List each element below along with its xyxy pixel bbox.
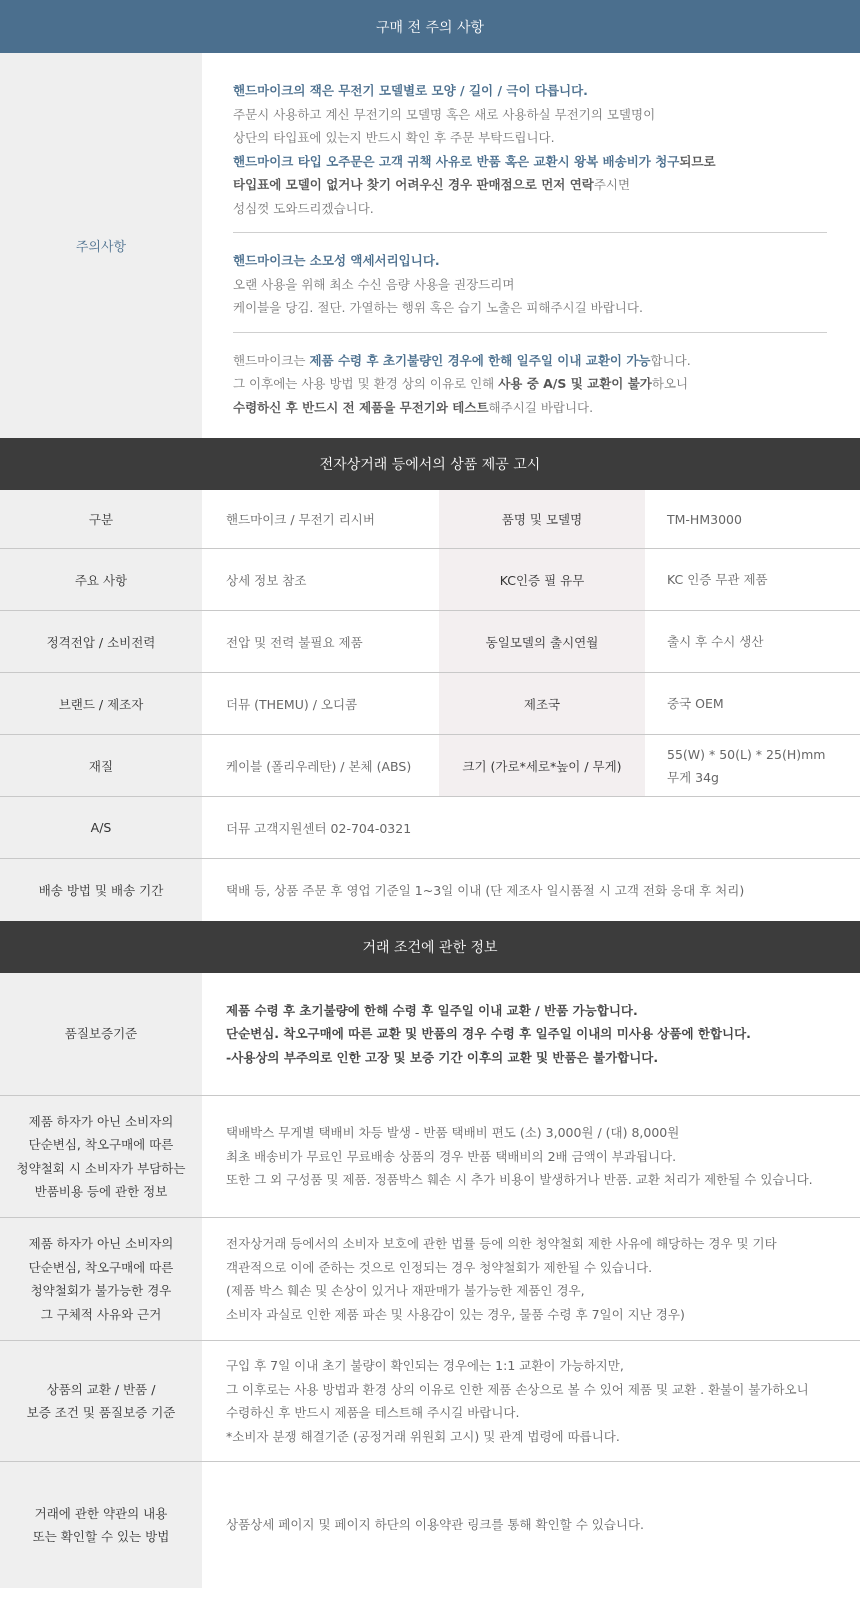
caution-line [233,372,827,396]
info-value-line: TM-HM3000 [667,511,742,527]
caution-text: 성심껏 도와드리겠습니다. [233,200,374,216]
trade-row-heading [0,1341,202,1461]
info-row-value [645,673,860,734]
info-row-value [645,549,860,610]
trade-row-value [202,973,860,1095]
trade-value-line: 전자상거래 등에서의 소비자 보호에 관한 법률 등에 의한 청약철회 제한 사유에 해당하는 경우 및 기타 [226,1236,777,1251]
caution-label-text: 주의사항 [75,240,127,255]
info-value-line: 55(W) * 50(L) * 25(H)mm [667,746,826,762]
info-value-line: KC 인증 무관 제품 [667,572,768,587]
info-row-heading: 제조국 [439,673,645,734]
trade-value-line: 제품 수령 후 초기불량에 한해 수령 후 일주일 이내 교환 / 반품 가능합니다. [226,1002,638,1018]
trade-header [0,921,860,973]
caution-divider [233,332,827,333]
info-value-line: 출시 후 수시 생산 [667,634,764,649]
trade-heading-line: 또는 확인할 수 있는 방법 [32,1529,170,1544]
trade-value-line: (제품 박스 훼손 및 손상이 있거나 재판매가 불가능한 제품인 경우, [226,1283,585,1298]
trade-value-line: 구입 후 7일 이내 초기 불량이 확인되는 경우에는 1:1 교환이 가능하지만, [226,1358,624,1373]
caution-line [233,349,827,373]
caution-text: 그 이후에는 사용 방법 및 환경 상의 이유로 인해 [233,376,499,391]
info-row-heading: A/S [0,797,202,858]
trade-row-heading [0,973,202,1095]
trade-value-line: 소비자 과실로 인한 제품 파손 및 사용감이 있는 경우, 물품 수령 후 7일이 지난 경우) [226,1306,685,1322]
trade-value-line: 또한 그 외 구성품 및 제품. 정품박스 훼손 시 추가 비용이 발생하거나 반품. 교환 처리가 제한될 수 있습니다. [226,1172,813,1188]
info-row-heading: 브랜드 / 제조자 [0,673,202,734]
info-value-line: 무게 34g [667,769,719,785]
info-row-heading: KC인증 필 유무 [439,549,645,610]
trade-value-line: 택배박스 무게별 택배비 차등 발생 - 반품 택배비 편도 (소) 3,000원 / (대) 8,000원 [226,1125,680,1141]
info-row-value: 더뮤 고객지원센터 02-704-0321 [226,820,412,836]
caution-text: 핸드마이크는 [233,352,310,368]
info-row-heading: 배송 방법 및 배송 기간 [0,859,202,921]
info-row-heading: 구분 [0,490,202,548]
info-row [0,673,860,735]
trade-heading-line: 제품 하자가 아닌 소비자의 [28,1236,174,1251]
caution-text: 주시면 [593,177,631,192]
caution-line [233,173,827,197]
caution-header [0,0,860,53]
info-row [0,797,860,859]
trade-heading-line: 청약철회 시 소비자가 부담하는 [16,1160,186,1176]
trade-value-line: -사용상의 부주의로 인한 고장 및 보증 기간 이후의 교환 및 반품은 불가합니다. [226,1049,659,1065]
caution-text: 합니다. [650,352,691,368]
trade-heading-line: 품질보증기준 [64,1026,138,1042]
info-row-value: 케이블 (폴리우레탄) / 본체 (ABS) [226,758,412,774]
trade-row-value [202,1341,860,1461]
trade-row-value [202,1096,860,1217]
caution-content [202,53,860,438]
info-row [0,735,860,797]
caution-block-jack [233,79,827,220]
caution-block-consumable [233,249,827,320]
info-header [0,438,860,490]
caution-text: 해주시길 바랍니다. [488,399,594,415]
info-row-value: 더뮤 (THEMU) / 오디콤 [226,696,358,712]
info-row-value: 전압 및 전력 불필요 제품 [226,634,363,650]
trade-title: 거래 조건에 관한 정보 [362,940,498,956]
caution-text: 오랜 사용을 위해 최소 수신 음량 사용을 권장드리며 [233,276,515,292]
info-table [0,490,860,921]
caution-divider [233,232,827,233]
caution-line [233,249,827,273]
caution-line [233,79,827,103]
trade-heading-line: 상품의 교환 / 반품 / [46,1381,156,1397]
caution-text: 수령하신 후 반드시 전 제품을 무전기와 테스트 [233,399,489,415]
trade-table [0,973,860,1588]
trade-value-line: 객관적으로 이에 준하는 것으로 인정되는 경우 청약철회가 제한될 수 있습니다. [226,1259,653,1275]
trade-row-value [202,1218,860,1340]
info-row-heading: 재질 [0,735,202,796]
caution-line [233,273,827,297]
caution-highlight-text: 핸드마이크 타입 오주문은 고객 귀책 사유로 반품 혹은 교환시 왕복 배송비가 청구 [233,153,680,169]
trade-row [0,973,860,1096]
info-row-heading: 주요 사항 [0,549,202,610]
trade-value-line: 그 이후로는 사용 방법과 환경 상의 이유로 인한 제품 손상으로 볼 수 있어 제품 및 교환 . 환불이 불가하오니 [226,1381,809,1397]
trade-row [0,1462,860,1588]
trade-heading-line: 거래에 관한 약관의 내용 [34,1505,168,1521]
caution-block-exchange [233,349,827,420]
info-row [0,549,860,611]
info-value-line: 중국 OEM [667,696,724,711]
caution-line [233,150,827,174]
trade-value-line: 수령하신 후 반드시 제품을 테스트해 주시길 바랍니다. [226,1405,520,1420]
caution-text: 케이블을 당김. 절단. 가열하는 행위 혹은 습기 노출은 피해주시길 바랍니다. [233,300,643,315]
trade-heading-line: 단순변심, 착오구매에 따른 [28,1259,174,1275]
trade-row [0,1218,860,1341]
trade-row-heading [0,1218,202,1340]
info-row-value: 핸드마이크 / 무전기 리시버 [226,512,375,527]
caution-text: 주문시 사용하고 계신 무전기의 모델명 혹은 새로 사용하실 무전기의 모델명이 [233,106,656,122]
caution-text: 되므로 [679,153,716,169]
caution-text: 사용 중 A/S 및 교환이 불가 [498,376,652,391]
trade-row-value [202,1462,860,1588]
caution-line [233,396,827,420]
info-row-value: 택배 등, 상품 주문 후 영업 기준일 1~3일 이내 (단 제조사 일시품절 시 고객 전화 응대 후 처리) [226,883,745,898]
caution-highlight-text: 제품 수령 후 초기불량인 경우에 한해 일주일 이내 교환이 가능 [309,352,651,368]
trade-row-heading [0,1462,202,1588]
trade-heading-line: 보증 조건 및 품질보증 기준 [26,1405,176,1420]
caution-title: 구매 전 주의 사항 [375,19,485,36]
info-row-heading: 동일모델의 출시연월 [439,611,645,672]
trade-value-line: 최초 배송비가 무료인 무료배송 상품의 경우 반품 택배비의 2배 금액이 부과됩니다. [226,1148,677,1164]
info-row-value [645,735,860,796]
caution-text: 타입표에 모델이 없거나 찾기 어려우신 경우 판매점으로 먼저 연락 [233,177,594,192]
trade-heading-line: 단순변심, 착오구매에 따른 [28,1137,174,1152]
caution-line [233,296,827,320]
caution-text: 하오니 [651,376,689,391]
caution-line [233,126,827,150]
caution-text: 상단의 타입표에 있는지 반드시 확인 후 주문 부탁드립니다. [233,130,555,145]
info-row-heading: 정격전압 / 소비전력 [0,611,202,672]
info-row [0,490,860,549]
trade-row-heading [0,1096,202,1217]
caution-label [0,53,202,438]
info-row [0,859,860,921]
trade-value-line: 단순변심. 착오구매에 따른 교환 및 반품의 경우 수령 후 일주일 이내의 미사용 상품에 한합니다. [226,1026,751,1042]
info-row-value [645,611,860,672]
caution-highlight-text: 핸드마이크의 잭은 무전기 모델별로 모양 / 길이 / 극이 다릅니다. [233,83,588,98]
caution-highlight-text: 핸드마이크는 소모성 액세서리입니다. [233,253,440,268]
info-row-heading: 크기 (가로*세로*높이 / 무게) [439,735,645,796]
trade-heading-line: 그 구체적 사유와 근거 [40,1306,162,1322]
info-row-value [645,490,860,548]
info-title: 전자상거래 등에서의 상품 제공 고시 [319,457,541,473]
info-row-value: 상세 정보 참조 [226,572,307,588]
trade-value-line: 상품상세 페이지 및 페이지 하단의 이용약관 링크를 통해 확인할 수 있습니다. [226,1517,645,1533]
trade-heading-line: 제품 하자가 아닌 소비자의 [28,1113,174,1129]
caution-line [233,197,827,221]
caution-line [233,103,827,127]
trade-row [0,1341,860,1462]
trade-value-line: *소비자 분쟁 해결기준 (공정거래 위원회 고시) 및 관계 법령에 따릅니다. [226,1428,620,1444]
caution-section [0,53,860,438]
info-row-heading: 품명 및 모델명 [439,490,645,548]
info-row [0,611,860,673]
trade-row [0,1096,860,1218]
trade-heading-line: 반품비용 등에 관한 정보 [34,1184,168,1199]
trade-heading-line: 청약철회가 불가능한 경우 [30,1283,172,1298]
